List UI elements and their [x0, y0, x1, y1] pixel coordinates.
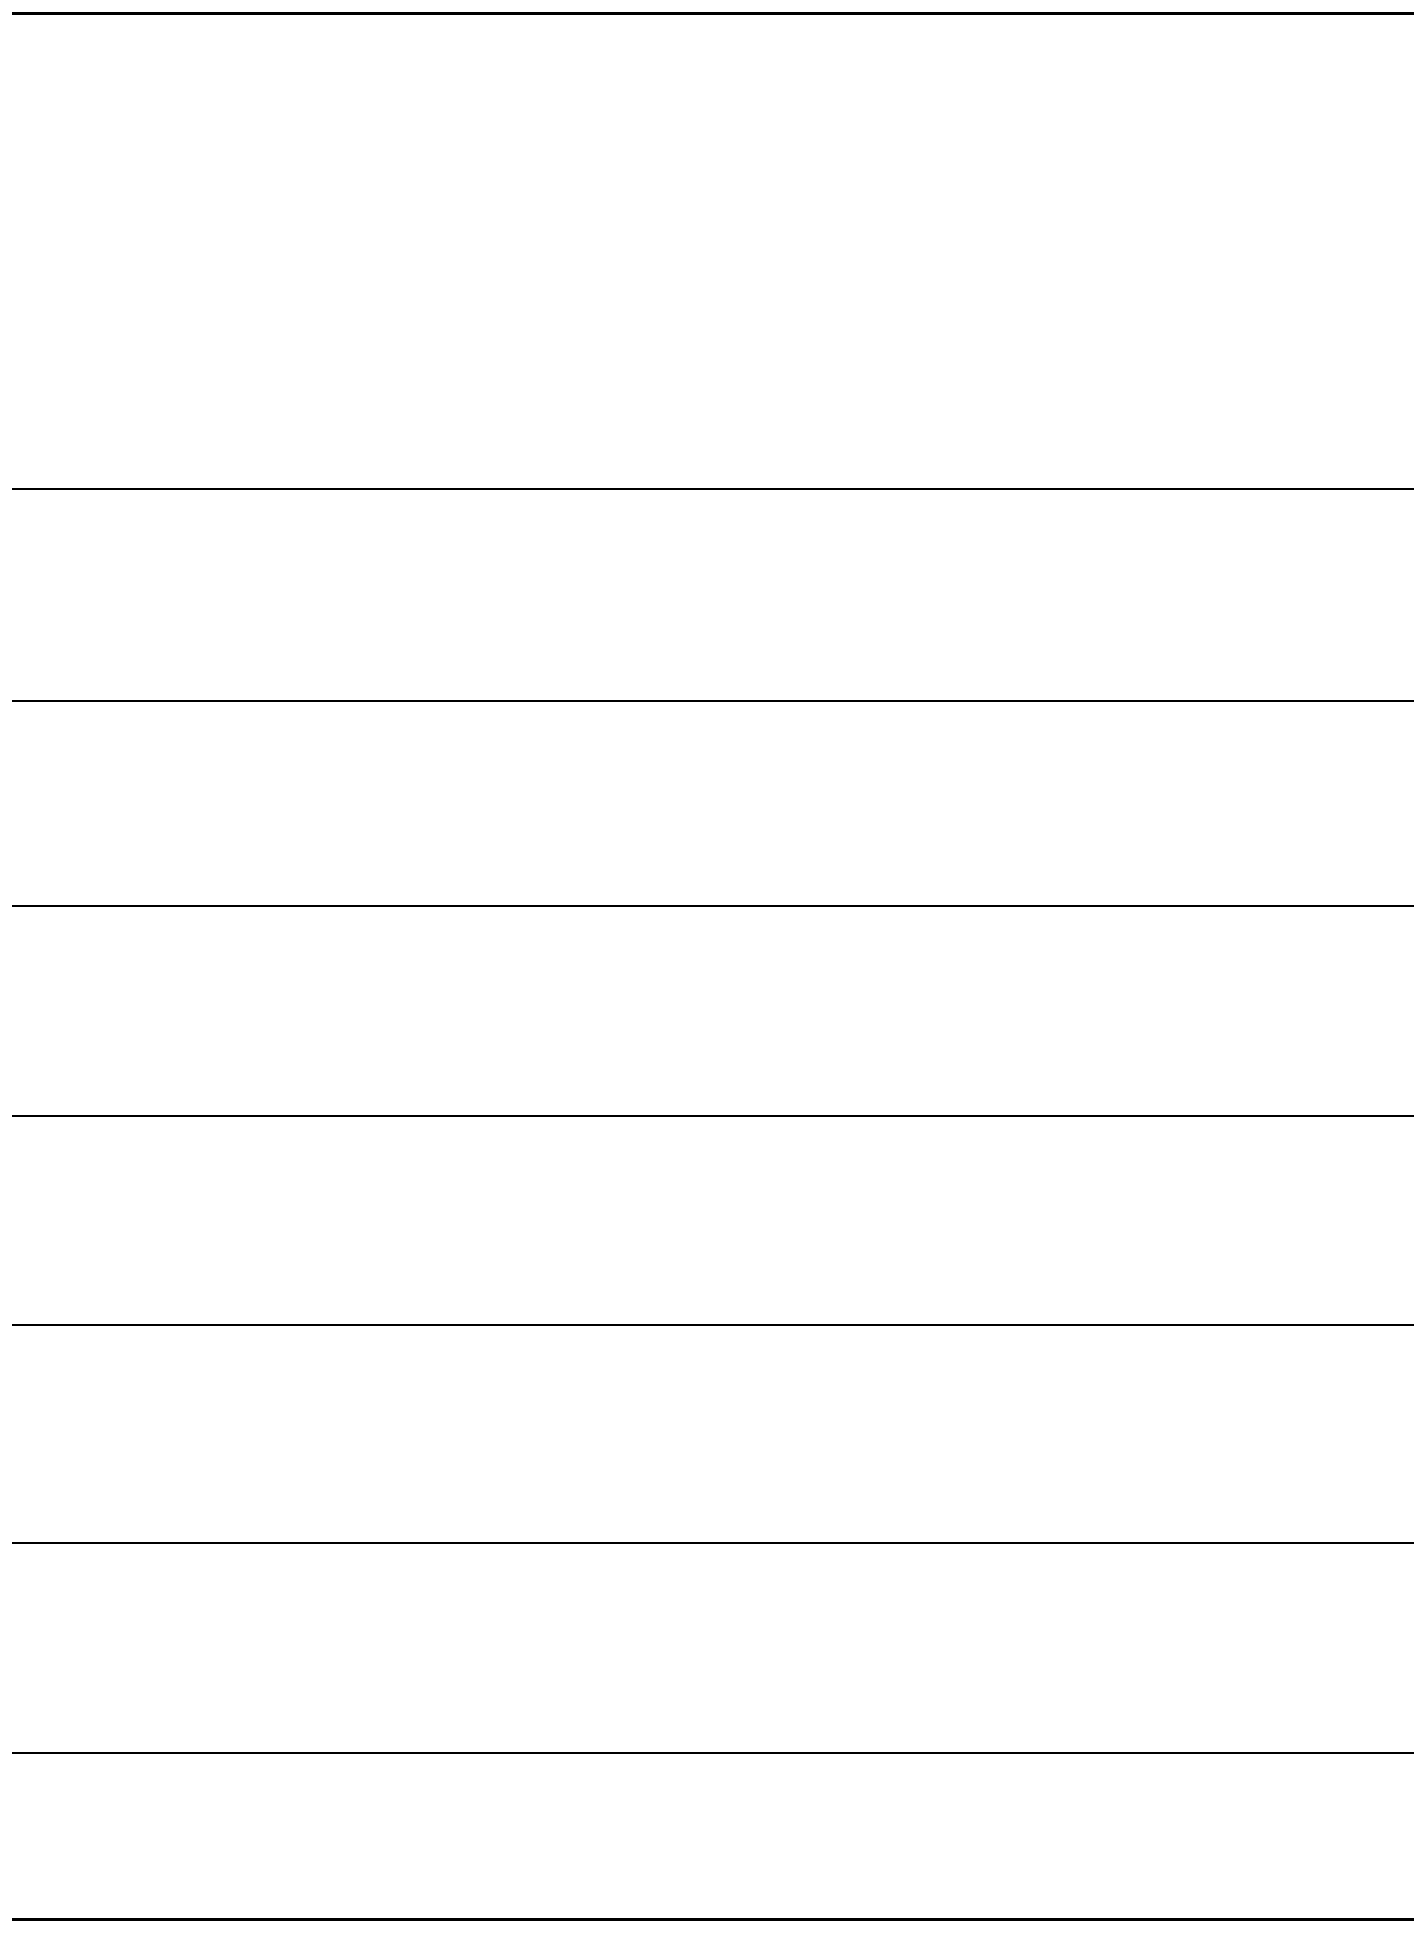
rule-block-3-bottom [12, 1324, 1414, 1326]
rule-block-1-top [12, 700, 1414, 702]
top-rule [12, 12, 1414, 15]
rule-below-top-section [12, 488, 1414, 490]
bottom-rule [12, 1918, 1414, 1921]
rule-block-2-bottom [12, 1115, 1414, 1117]
rule-block-4-bottom [12, 1542, 1414, 1544]
rule-lower-empty [12, 1752, 1414, 1754]
rule-block-1-bottom [12, 905, 1414, 907]
